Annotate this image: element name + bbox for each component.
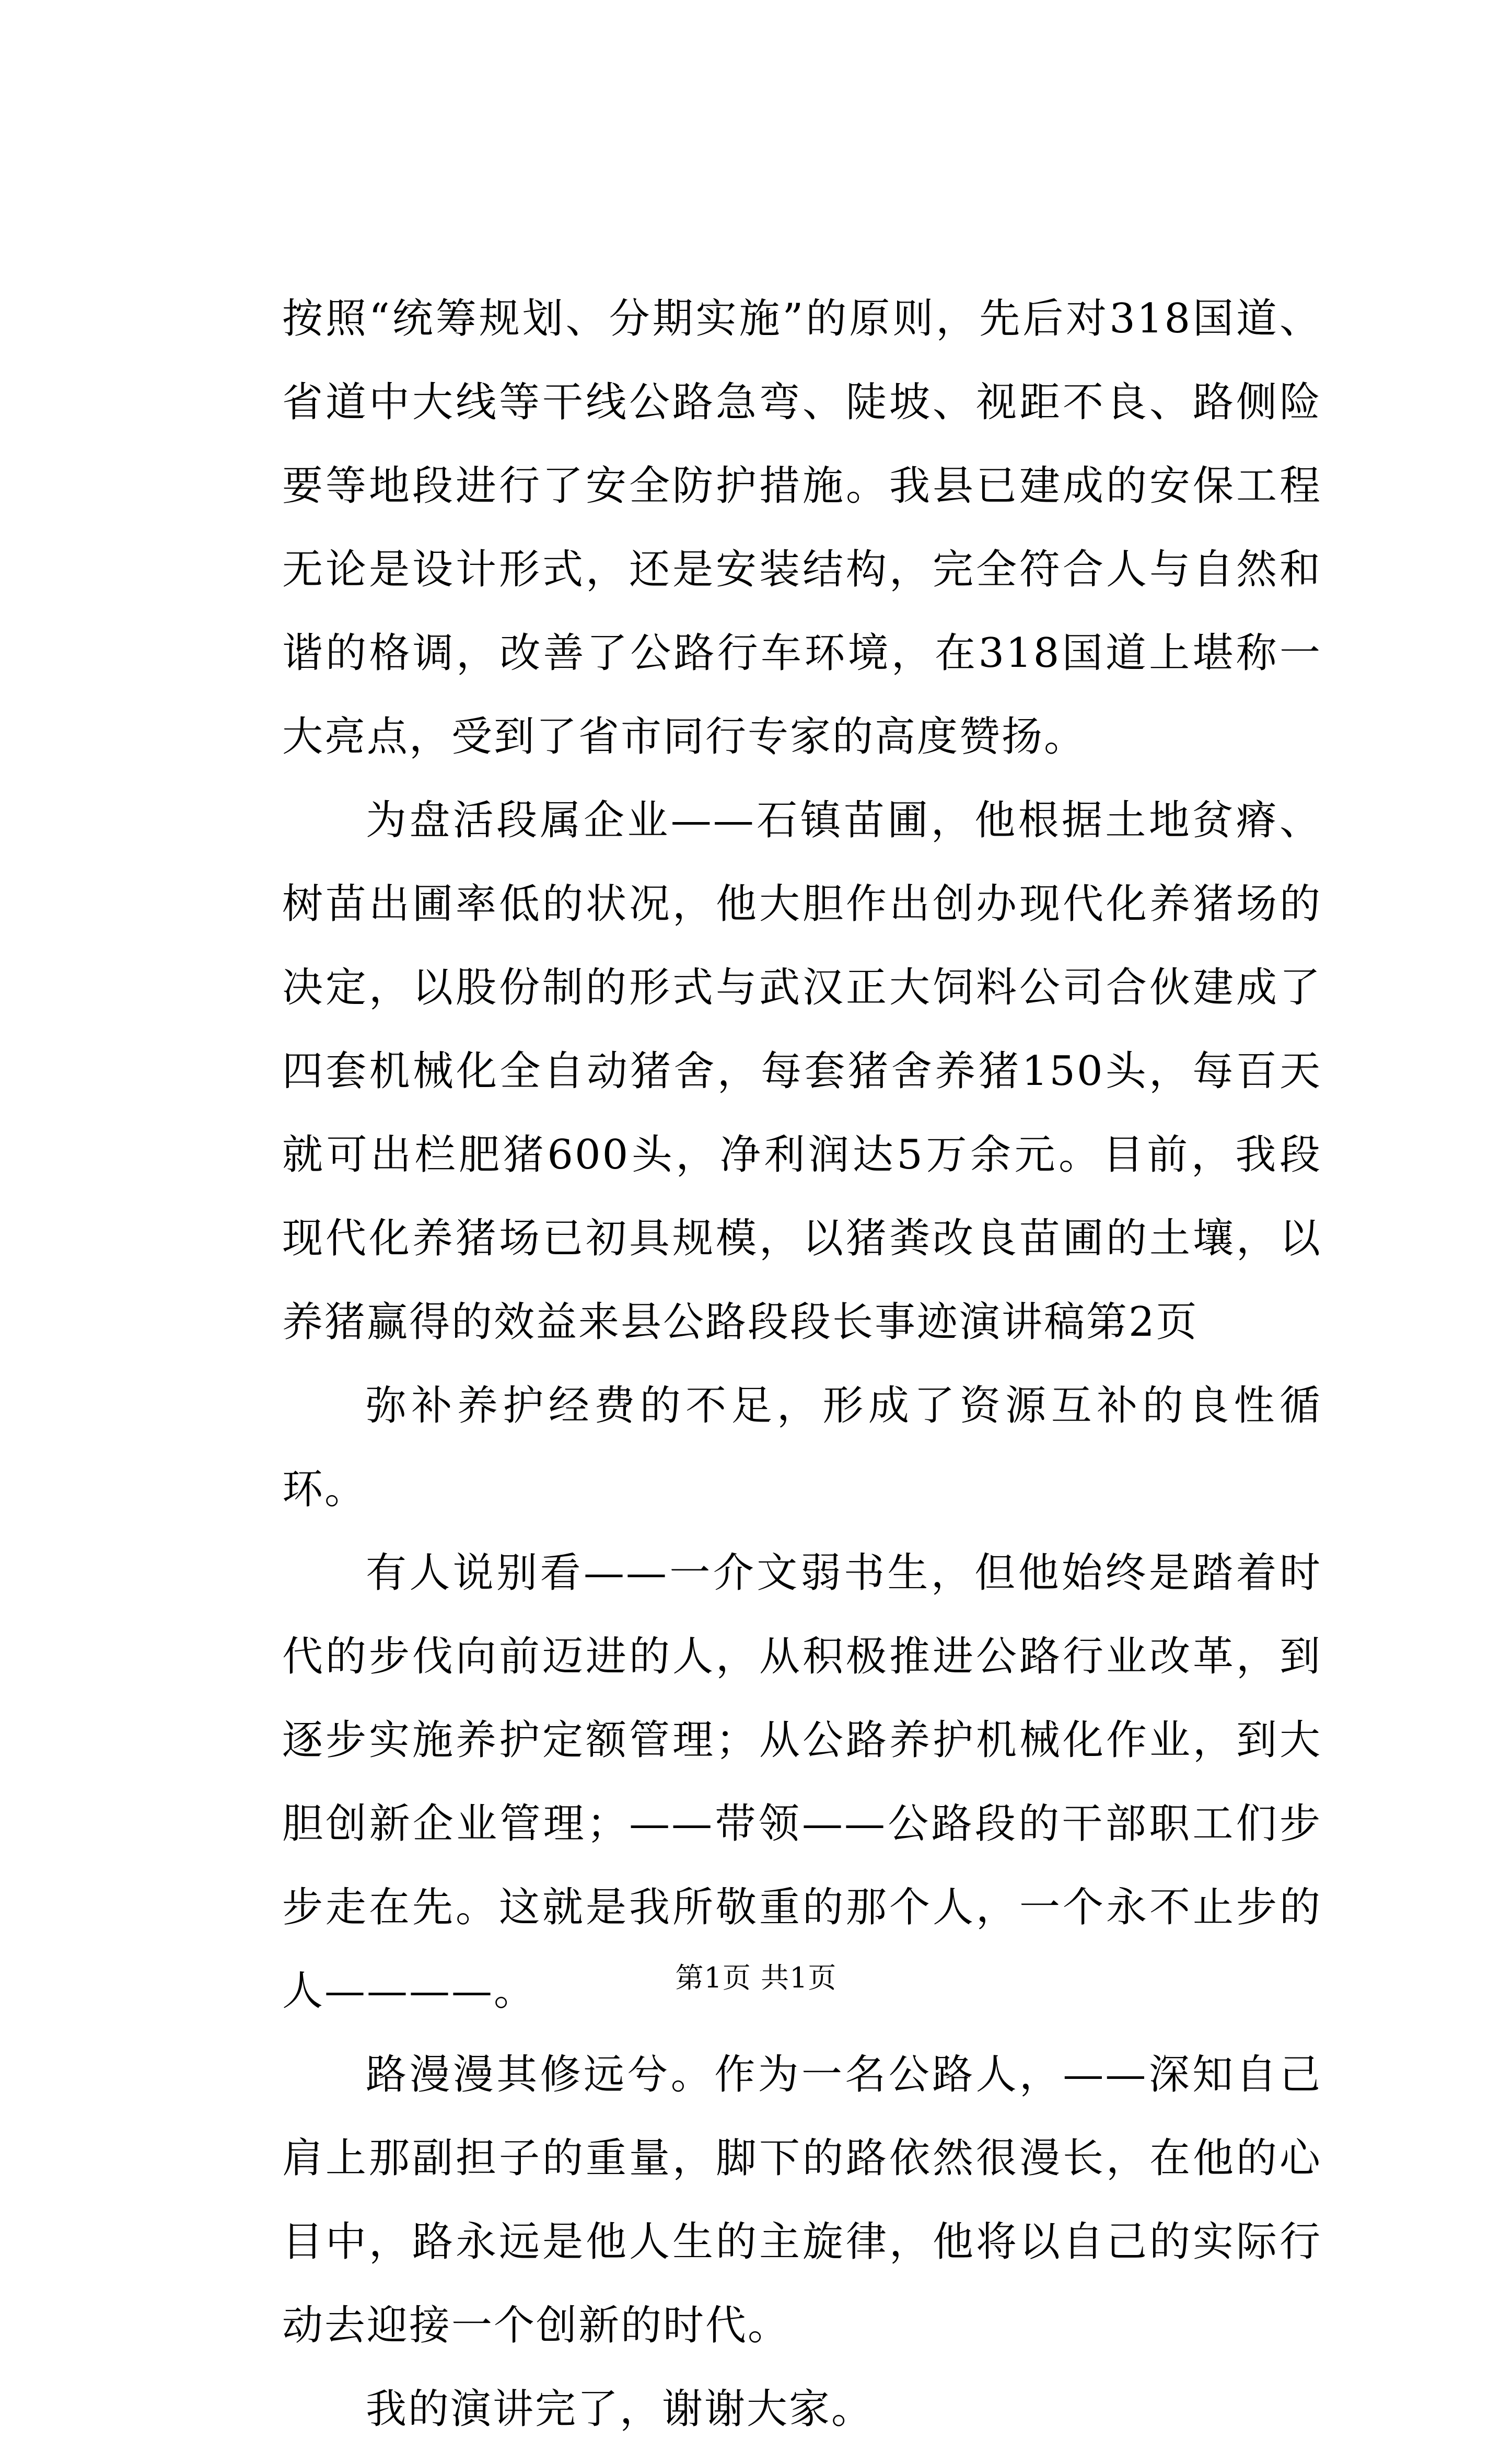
document-body: [282, 277, 1322, 2451]
page-footer: 第1页 共1页: [675, 1961, 837, 1994]
paragraph-5: 路漫漫其修远兮。作为一名公路人，——深知自己肩上那副担子的重量，脚下的路依然很漫长，在他的心目中，路永远是他人生的主旋律，他将以自己的实际行动去迎接一个创新的时代。: [282, 2051, 1322, 2349]
paragraph-3: 弥补养护经费的不足，形成了资源互补的良性循环。: [282, 1382, 1322, 1513]
paragraph-2: 为盘活段属企业——石镇苗圃，他根据土地贫瘠、树苗出圃率低的状况，他大胆作出创办现代化养猪场的决定，以股份制的形式与武汉正大饲料公司合伙建成了四套机械化全自动猪舍，每套猪舍养猪150头，每百天就可出栏肥猪600头，净利润达5万余元。目前，我段现代化养猪场已初具规模，以猪粪改良苗圃的土壤，以养猪赢得的效益来县公路段段长事迹演讲稿第2页: [282, 797, 1322, 1346]
paragraph-6: 我的演讲完了，谢谢大家。: [366, 2386, 874, 2433]
paragraph-4: 有人说别看——一介文弱书生，但他始终是踏着时代的步伐向前迈进的人，从积极推进公路行业改革，到逐步实施养护定额管理；从公路养护机械化作业，到大胆创新企业管理；——带领——公路段的干部职工们步步走在先。这就是我所敬重的那个人，一个永不止步的人————。: [282, 1550, 1322, 2015]
paragraph-1: 按照“统筹规划、分期实施”的原则，先后对318国道、省道中大线等干线公路急弯、陡坡、视距不良、路侧险要等地段进行了安全防护措施。我县已建成的安保工程无论是设计形式，还是安装结构，完全符合人与自然和谐的格调，改善了公路行车环境，在318国道上堪称一大亮点，受到了省市同行专家的高度赞扬。: [282, 295, 1322, 760]
